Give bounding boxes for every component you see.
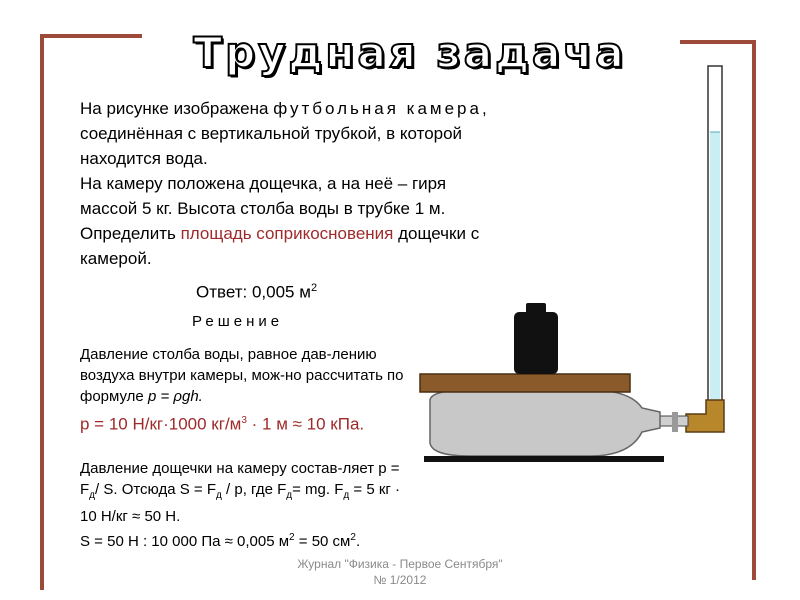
credit-line-2: № 1/2012 xyxy=(373,573,427,587)
solution-part-3 xyxy=(80,458,406,552)
solution-sup-4a: 2 xyxy=(289,532,295,543)
answer-label: Ответ: 0,005 м xyxy=(196,282,311,302)
solution-text-3b: / S. Отсюда S = F xyxy=(95,481,217,498)
solution-sub-3a: д xyxy=(89,490,96,501)
answer-sup: 2 xyxy=(310,282,318,294)
problem-text-1: На рисунке изображена xyxy=(80,99,274,118)
frame-right-border xyxy=(752,40,756,580)
solution-text-2-end: · 1 м ≈ 10 кПа. xyxy=(246,414,365,434)
solution-formula-1: p = ρgh. xyxy=(147,388,203,405)
solution-text-4c: . xyxy=(355,533,361,550)
solution-text-3d: = mg. F xyxy=(292,481,344,498)
elbow-connector xyxy=(686,400,724,432)
frame-left-border xyxy=(40,34,44,590)
problem-text-2: , соединённая с вертикальной трубкой, в которой находится вода. xyxy=(80,99,487,168)
credit-line-1: Журнал "Физика - Первое Сентября" xyxy=(297,557,503,571)
solution-heading: Решение xyxy=(192,313,284,330)
solution-part-1 xyxy=(80,344,406,407)
solution-text-3e: = 5 кг · 10 Н/кг ≈ 50 Н. xyxy=(80,481,401,525)
ground-surface xyxy=(424,456,664,462)
problem-text-spaced: футбольная камера xyxy=(273,99,482,118)
solution-text-4a: S = 50 Н : 10 000 Па ≈ 0,005 м xyxy=(80,533,290,550)
problem-text-3: На камеру положена дощечка, а на неё – гиря массой 5 кг. Высота столба воды в трубке 1 м. Определить xyxy=(80,174,447,243)
answer xyxy=(196,282,317,303)
wooden-board xyxy=(420,374,630,392)
solution-sub-3c: д xyxy=(286,490,293,501)
solution-text-2: p = 10 Н/кг·1000 кг/м xyxy=(80,414,242,434)
football-chamber xyxy=(430,390,660,456)
hose-clamp xyxy=(672,412,678,432)
solution-sup-4b: 2 xyxy=(350,532,356,543)
solution-sub-3d: д xyxy=(343,490,350,501)
problem-text-4: дощечки с камерой. xyxy=(80,224,480,268)
solution-sup-2: 3 xyxy=(241,415,247,426)
solution-sub-3b: д xyxy=(216,490,222,501)
solution-text-4b: = 50 см xyxy=(294,533,351,550)
frame-top-border xyxy=(42,34,142,38)
apparatus-illustration xyxy=(410,60,740,480)
solution-text-1: Давление столба воды, равное дав-лению воздуха внутри камеры, мож-но рассчитать по формуле xyxy=(80,346,404,405)
problem-highlight: площадь соприкосновения xyxy=(180,224,394,243)
water-column xyxy=(710,132,720,404)
frame-right-top-border xyxy=(680,40,756,44)
weight-knob xyxy=(526,303,546,315)
solution-part-2 xyxy=(80,408,406,437)
journal-credit xyxy=(280,556,520,588)
solution-text-3a: Давление дощечки на камеру состав-ляет p = F xyxy=(80,460,400,498)
solution-text-3c: / p, где F xyxy=(221,481,287,498)
slide-title: Трудная задача xyxy=(193,28,627,77)
weight xyxy=(514,312,558,374)
